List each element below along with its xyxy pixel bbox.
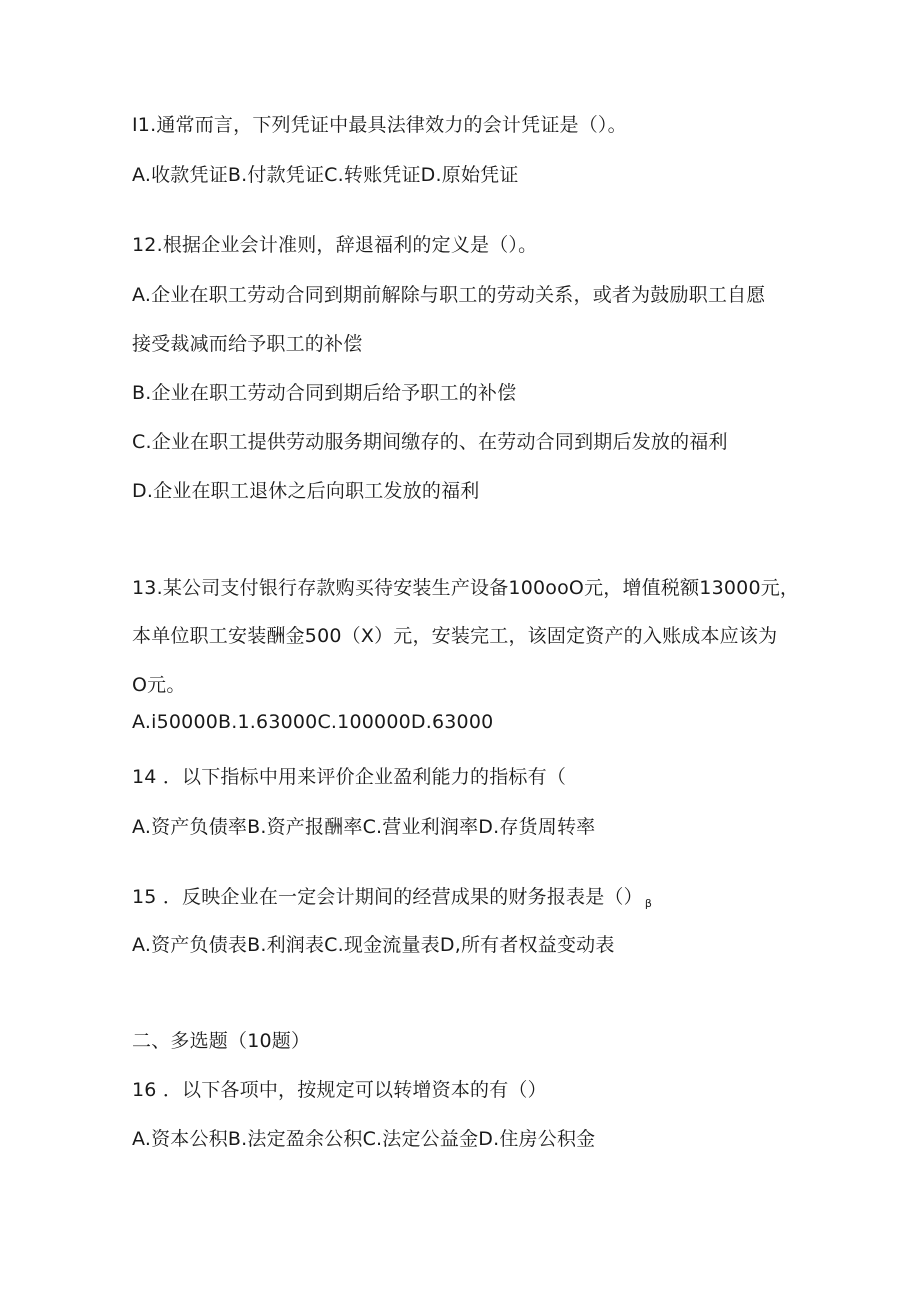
q14-options: A.资产负债率B.资产报酬率C.营业利润率D.存货周转率 bbox=[132, 816, 596, 838]
q15-question bbox=[132, 885, 652, 916]
q15-question-text: 15 ．反映企业在一定会计期间的经营成果的财务报表是（） bbox=[132, 886, 643, 908]
q14-question: 14 ．以下指标中用来评价企业盈利能力的指标有（ bbox=[132, 766, 567, 788]
section-heading: 二、多选题（10题） bbox=[132, 1030, 311, 1052]
q12-question: 12.根据企业会计准则，辞退福利的定义是（）。 bbox=[132, 234, 538, 256]
q15-options: A.资产负债表B.利润表C.现金流量表D,所有者权益变动表 bbox=[132, 934, 615, 956]
q13-question-line1: 13.某公司支付银行存款购买待安装生产设备100ooO元，增值税额13000元， bbox=[132, 577, 800, 599]
q12-option-a-line2: 接受裁减而给予职工的补偿 bbox=[132, 333, 363, 355]
q13-options: A.i50000B.1.63000C.100000D.63000 bbox=[132, 711, 494, 733]
q11-question: I1.通常而言，下列凭证中最具法律效力的会计凭证是（）。 bbox=[132, 114, 627, 136]
q13-question-line2: 本单位职工安装酬金500（X）元，安装完工，该固定资产的入账成本应该为 bbox=[132, 625, 778, 647]
q12-option-d: D.企业在职工退休之后向职工发放的福利 bbox=[132, 480, 480, 502]
q12-option-b: B.企业在职工劳动合同到期后给予职工的补偿 bbox=[132, 382, 517, 404]
q12-option-a-line1: A.企业在职工劳动合同到期前解除与职工的劳动关系，或者为鼓励职工自愿 bbox=[132, 284, 766, 306]
q13-question-line3: O元。 bbox=[132, 674, 186, 696]
q12-option-c: C.企业在职工提供劳动服务期间缴存的、在劳动合同到期后发放的福利 bbox=[132, 431, 728, 453]
q16-options: A.资本公积B.法定盈余公积C.法定公益金D.住房公积金 bbox=[132, 1128, 596, 1150]
q16-question: 16 ．以下各项中，按规定可以转增资本的有（） bbox=[132, 1079, 547, 1101]
q15-question-mark: β bbox=[644, 897, 653, 910]
q11-options: A.收款凭证B.付款凭证C.转账凭证D.原始凭证 bbox=[132, 164, 519, 186]
